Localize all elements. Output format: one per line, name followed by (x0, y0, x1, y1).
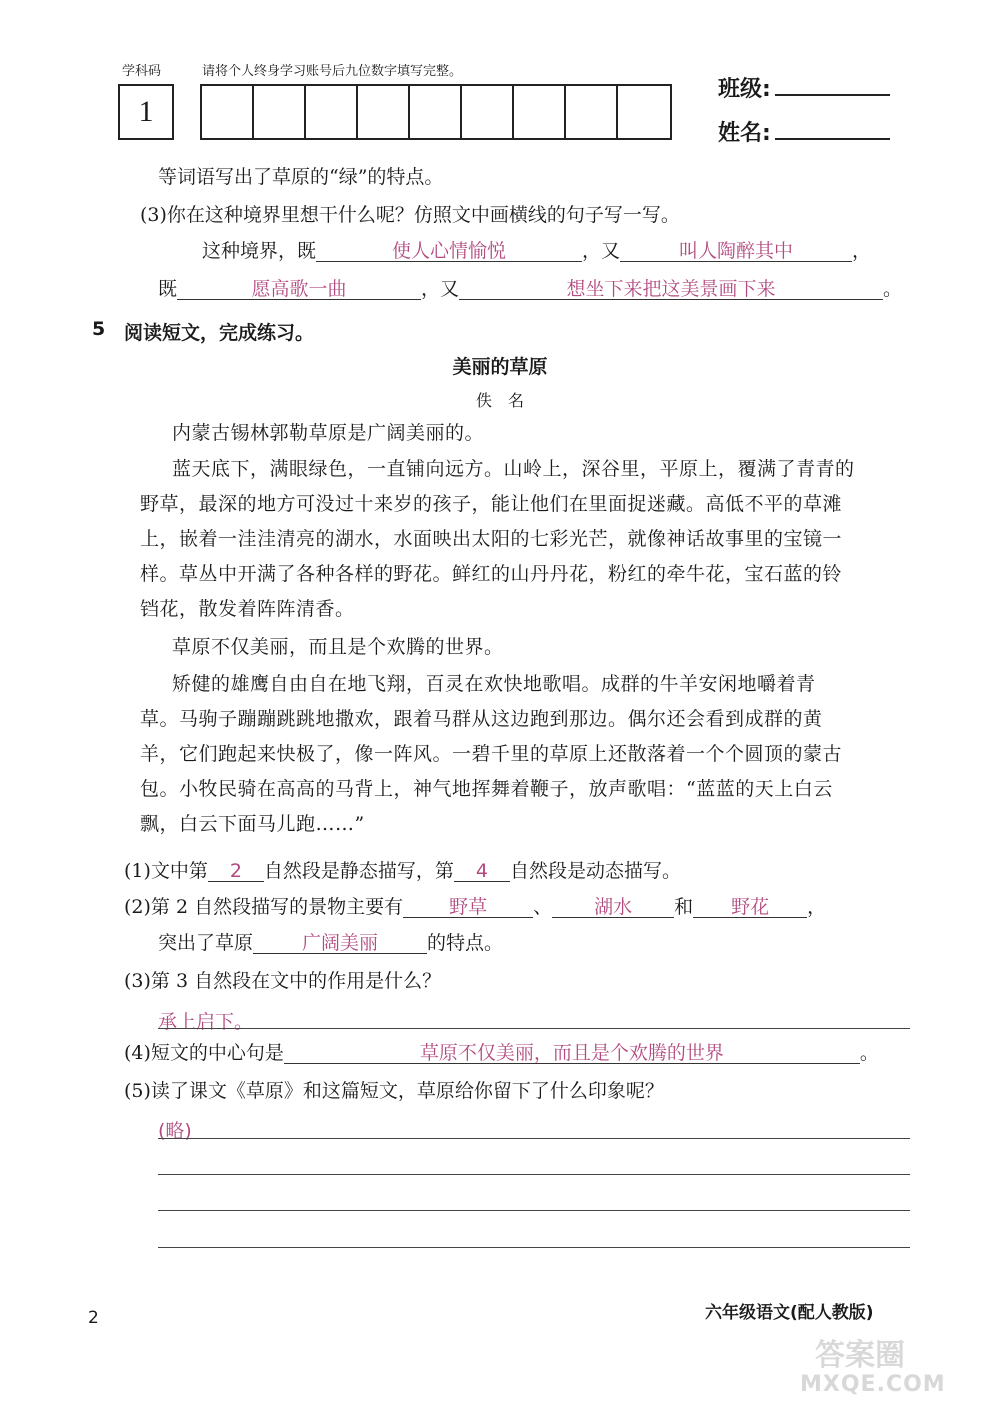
digit-box[interactable] (566, 86, 618, 138)
watermark-url: MXQE.COM (800, 1372, 946, 1397)
answer-blank-1[interactable]: 使人心情愉悦 (316, 242, 582, 262)
q4-continuation: 等词语写出了草原的“绿”的特点。 (158, 166, 444, 188)
passage-line: 飘，白云下面马儿跑……” (140, 813, 365, 835)
question-text: 和 (674, 896, 694, 918)
sentence-text: ，又 (421, 278, 460, 300)
class-label: 班级: (718, 77, 771, 102)
passage-paragraph-1: 内蒙古锡林郭勒草原是广阔美丽的。 (172, 422, 485, 444)
passage-line: 包。小牧民骑在高高的马背上，神气地挥舞着鞭子，放声歌唱：“蓝蓝的天上白云 (140, 778, 833, 800)
sentence-text: ， (852, 240, 872, 262)
q5-sub5-prompt: (5)读了课文《草原》和这篇短文，草原给你留下了什么印象呢？ (124, 1080, 664, 1102)
passage-line: 铛花，散发着阵阵清香。 (140, 598, 355, 620)
answer-blank-3[interactable]: 愿高歌一曲 (177, 280, 421, 300)
question-text: (1)文中第 (124, 860, 208, 882)
passage-title: 美丽的草原 (452, 356, 548, 378)
passage-line: 样。草丛中开满了各种各样的野花。鲜红的山丹丹花，粉红的牵牛花，宝石蓝的铃 (140, 563, 843, 585)
question-text: 的特点。 (427, 932, 504, 954)
answer-blank-4[interactable]: 想坐下来把这美景画下来 (459, 280, 883, 300)
passage-author: 佚 名 (475, 391, 524, 410)
sentence-text: 既 (158, 278, 178, 300)
answer-blank-central-sentence[interactable]: 草原不仅美丽，而且是个欢腾的世界 (284, 1044, 860, 1064)
question-text: 、 (533, 896, 553, 918)
q4-sentence-line2 (158, 280, 902, 300)
class-field[interactable] (775, 94, 890, 96)
digit-box[interactable] (514, 86, 566, 138)
digit-box[interactable] (410, 86, 462, 138)
digit-box[interactable] (618, 86, 670, 138)
passage-line: 羊，它们跑起来快极了，像一阵风。一碧千里的草原上还散落着一个个圆顶的蒙古 (140, 743, 843, 765)
name-label: 姓名: (718, 121, 771, 146)
passage-line: 野草，最深的地方可没过十来岁的孩子，能让他们在里面捉迷藏。高低不平的草滩 (140, 493, 843, 515)
answer-blank-feature[interactable]: 广阔美丽 (253, 934, 427, 954)
q5-sub1 (124, 862, 681, 882)
question-text: 自然段是静态描写，第 (263, 860, 454, 882)
answer-blank-scenery-1[interactable]: 野草 (403, 898, 533, 918)
subject-code-box: 1 (118, 84, 174, 140)
digit-box[interactable] (462, 86, 514, 138)
digit-box[interactable] (358, 86, 410, 138)
passage-line: 蓝天底下，满眼绿色，一直铺向远方。山岭上，深谷里，平原上，覆满了青青的 (172, 458, 855, 480)
sentence-text: ，又 (582, 240, 621, 262)
digit-box[interactable] (202, 86, 254, 138)
q4-sentence-line1 (202, 242, 871, 262)
q5-instruction: 阅读短文，完成练习。 (124, 322, 315, 344)
answer-blank-2[interactable]: 叫人陶醉其中 (620, 242, 852, 262)
passage-line: 上，嵌着一洼洼清亮的湖水，水面映出太阳的七彩光芒，就像神话故事里的宝镜一 (140, 528, 843, 550)
passage-paragraph-3: 草原不仅美丽，而且是个欢腾的世界。 (172, 636, 504, 658)
question-text: 。 (859, 1042, 879, 1064)
question-text: ， (807, 896, 827, 918)
question-text: 自然段是动态描写。 (509, 860, 681, 882)
account-digit-boxes[interactable] (200, 84, 672, 140)
passage-line: 矫健的雄鹰自由自在地飞翔，百灵在欢快地歌唱。成群的牛羊安闲地嚼着青 (172, 673, 816, 695)
sentence-text: 这种境界，既 (202, 240, 317, 262)
book-title: 六年级语文(配人教版) (705, 1303, 874, 1323)
watermark-logo: 答案圈 (815, 1338, 905, 1373)
digit-box[interactable] (254, 86, 306, 138)
sentence-text: 。 (883, 278, 903, 300)
answer-blank-static-paragraph[interactable]: 2 (208, 862, 264, 882)
answer-line (158, 1210, 910, 1211)
q5-sub2-line2 (158, 934, 503, 954)
answer-blank-dynamic-paragraph[interactable]: 4 (454, 862, 510, 882)
question-text: (2)第 2 自然段描写的景物主要有 (124, 896, 404, 918)
q5-sub5-answer[interactable]: (略) (158, 1120, 192, 1142)
answer-line (158, 1138, 910, 1139)
answer-line (158, 1174, 910, 1175)
page-number: 2 (88, 1308, 99, 1328)
q5-sub3-answer[interactable]: 承上启下。 (158, 1011, 254, 1033)
q5-sub3-prompt: (3)第 3 自然段在文中的作用是什么？ (124, 970, 442, 992)
q5-sub4 (124, 1044, 879, 1064)
answer-line (158, 1028, 910, 1029)
subject-code-label: 学科码 (122, 64, 162, 79)
answer-line (158, 1247, 910, 1248)
answer-blank-scenery-2[interactable]: 湖水 (552, 898, 674, 918)
account-instruction: 请将个人终身学习账号后九位数字填写完整。 (202, 64, 463, 79)
q5-sub2-line1 (124, 898, 826, 918)
name-field[interactable] (775, 138, 890, 140)
q4-sub3-prompt: (3)你在这种境界里想干什么呢？仿照文中画横线的句子写一写。 (140, 204, 680, 226)
question-text: (4)短文的中心句是 (124, 1042, 284, 1064)
passage-line: 草。马驹子蹦蹦跳跳地撒欢，跟着马群从这边跑到那边。偶尔还会看到成群的黄 (140, 708, 823, 730)
question-text: 突出了草原 (158, 932, 254, 954)
answer-blank-scenery-3[interactable]: 野花 (693, 898, 807, 918)
q5-number: 5 (92, 318, 106, 340)
digit-box[interactable] (306, 86, 358, 138)
